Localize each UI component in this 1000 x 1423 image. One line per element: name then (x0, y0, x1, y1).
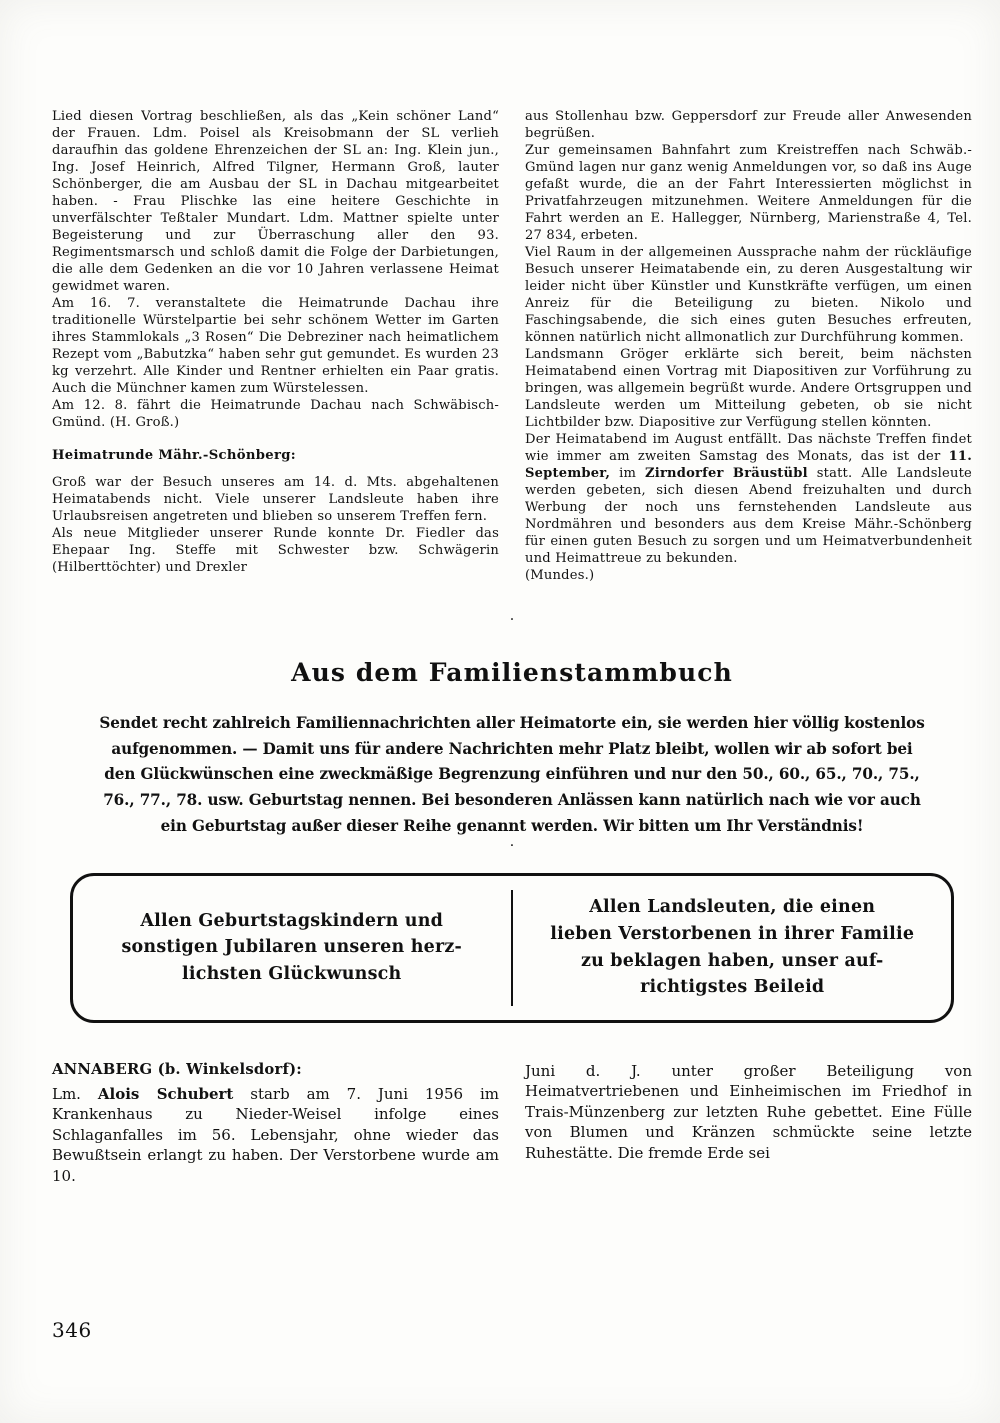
section-subheading: Heimatrunde Mähr.-Schönberg: (52, 448, 296, 464)
obituary-column-right (525, 1061, 972, 1164)
page-content (52, 108, 972, 1186)
page-number: 346 (52, 1318, 92, 1342)
obituary-place-heading: ANNABERG (b. Winkelsdorf): (52, 1060, 302, 1078)
greetings-boxes (52, 873, 972, 1025)
condolences-text (550, 894, 914, 1000)
box-line: zu beklagen haben, unser auf- (580, 950, 884, 971)
obituary-paragraph: Juni d. J. unter großer Beteiligung von Heimatvertriebenen und Einheimischen im Friedhof in Trais-Münzenberg zur letzten Ruhe gebettet. Eine Fülle von Blumen und Kränzen schmückte seine letzte Ruhestätte. Die fremde Erde sei (525, 1061, 972, 1162)
paragraph: Viel Raum in der allgemeinen Aussprache nahm der rückläufige Besuch unserer Heimatabende ein, zu deren Ausgestaltung wir leider nicht über Künstler und Kunstkräfte verfügen, um einen Anreiz für die Beteiligung zu bieten. Nikolo und Faschingsabende, die sich eines guten Besuches erfreuten, können natürlich nicht allmonatlich zur Durchführung kommen. (525, 245, 972, 346)
obituary-column-left (52, 1061, 499, 1187)
dot-ornament: · (509, 610, 515, 629)
paragraph: Landsmann Gröger erklärte sich bereit, beim nächsten Heimatabend einen Vortrag mit Diapositiven zur Vorführung zu bringen, was allgemein begrüßt wurde. Andere Ortsgruppen und Landsleute werden um Mitteilung gebeten, ob sie nicht Lichtbilder bzw. Diapositive zur Verfügung stellen könnten. (525, 347, 972, 431)
text-run: Der Heimatabend im August entfällt. Das nächste Treffen findet wie immer am zweiten Samstag des Monats, das ist der (525, 432, 972, 465)
page-title: Aus dem Familienstammbuch (291, 658, 733, 688)
signature: (Mundes.) (525, 568, 595, 584)
greetings-box-frame (70, 873, 954, 1023)
paragraph: Lied diesen Vortrag beschließen, als das „Kein schöner Land“ der Frauen. Ldm. Poisel als Kreisobmann der SL verlieh daraufhin das goldene Ehrenzeichen der SL an: Ing. Klein jun., Ing. Josef Heinrich, Alfred Tilgner, Hermann Groß, lauter Schönberger, die am Ausbau der SL in Dachau mitgearbeitet haben. - Frau Plischke las eine heitere Geschichte in unverfälschter Teßtaler Mundart. Ldm. Mattner spielte unter Begeisterung und zur Überraschung aller den 93. Regimentsmarsch und schloß damit die Folge der Darbietungen, die alle dem Gedenken an die vor 10 Jahren verlassene Heimat gewidmet waren. (52, 109, 499, 295)
notice-line: den Glückwünschen eine zweckmäßige Begrenzung einführen und nur den 50., 60., 65., 70., 75., (104, 765, 920, 785)
deceased-name: Alois Schubert (97, 1084, 234, 1103)
emphasis-date: 11. September, (525, 449, 972, 482)
news-column-left (52, 108, 499, 576)
paragraph: Am 12. 8. fährt die Heimatrunde Dachau nach Schwäbisch-Gmünd. (H. Groß.) (52, 398, 499, 431)
paragraph: Am 16. 7. veranstaltete die Heimatrunde Dachau ihre traditionelle Würstelpartie bei sehr schönem Wetter im Garten ihres Stammlokals „3 Rosen“ Die Debreziner nach heimatlichem Rezept vom „Babutzka“ haben sehr gut gemundet. Es wurden 23 kg verzehrt. Alle Kinder und Rentner erhielten ein Paar gratis. Auch die Münchner kamen zum Würstelessen. (52, 296, 499, 397)
news-columns (52, 108, 972, 584)
dot-ornament: · (509, 837, 515, 854)
box-line: sonstigen Jubilaren unseren herz- (121, 937, 463, 958)
paragraph: Zur gemeinsamen Bahnfahrt zum Kreistreffen nach Schwäb.-Gmünd lagen nur ganz wenig Anmeldungen vor, so daß ins Auge gefaßt wurde, die an der Fahrt Interessierten möglichst in Privatfahrzeugen mitzunehmen. Weitere Anmeldungen für die Fahrt werden an E. Hallegger, Nürnberg, Marienstraße 4, Tel. 27 834, erbeten. (525, 143, 972, 244)
obituary-columns (52, 1061, 972, 1187)
birthday-greetings-text (121, 908, 462, 988)
notice-line: ein Geburtstag außer dieser Reihe genannt werden. Wir bitten um Ihr Verständnis! (160, 816, 864, 836)
box-line: Allen Geburtstagskindern und (140, 910, 444, 931)
editorial-notice (52, 711, 972, 839)
news-column-right (525, 108, 972, 584)
notice-line: aufgenommen. — Damit uns für andere Nachrichten mehr Platz bleibt, wollen wir ab sofort bei (111, 739, 913, 759)
paragraph: aus Stollenhau bzw. Geppersdorf zur Freude aller Anwesenden begrüßen. (525, 109, 972, 142)
paragraph-with-emphasis (525, 431, 972, 567)
birthday-greetings-box (73, 876, 511, 1020)
text-run: statt. Alle Landsleute werden gebeten, sich diesen Abend freizuhalten und durch Werbung der noch uns fernstehenden Landsleute aus Nordmähren und besonders aus dem Kreise Mähr.-Schönberg für einen guten Besuch zu sorgen und um Heimatverbundenheit und Heimattreue zu bekunden. (525, 466, 973, 567)
obituary-paragraph (52, 1084, 499, 1187)
paragraph: Groß war der Besuch unseres am 14. d. Mts. abgehaltenen Heimatabends nicht. Viele unserer Landsleute haben ihre Urlaubsreisen angetreten und blieben so unserem Treffen fern. (52, 475, 499, 525)
condolences-box (513, 876, 951, 1020)
text-run: im (610, 466, 646, 482)
box-line: lieben Verstorbenen in ihrer Familie (550, 923, 915, 944)
notice-line: Sendet recht zahlreich Familiennachrichten aller Heimatorte ein, sie werden hier völlig kostenlos (99, 714, 925, 733)
text-run: Lm. (52, 1084, 98, 1103)
box-line: richtigstes Beileid (640, 977, 825, 998)
emphasis-venue: Zirndorfer Bräustübl (645, 466, 808, 482)
box-line: Allen Landsleuten, die einen (589, 897, 876, 918)
text-run: starb am 7. Juni 1956 im Krankenhaus zu Nieder-Weisel infolge eines Schlaganfalles im 56. Lebensjahr, ohne wieder das Bewußtsein erlangt zu haben. Der Verstorbene wurde am 10. (52, 1084, 499, 1185)
box-line: lichsten Glückwunsch (182, 963, 402, 984)
notice-line: 76., 77., 78. usw. Geburtstag nennen. Bei besonderen Anlässen kann natürlich nach wie vor auch (103, 790, 921, 810)
paragraph: Als neue Mitglieder unserer Runde konnte Dr. Fiedler das Ehepaar Ing. Steffe mit Schwester bzw. Schwägerin (Hilberttöchter) und Drexler (52, 526, 499, 576)
